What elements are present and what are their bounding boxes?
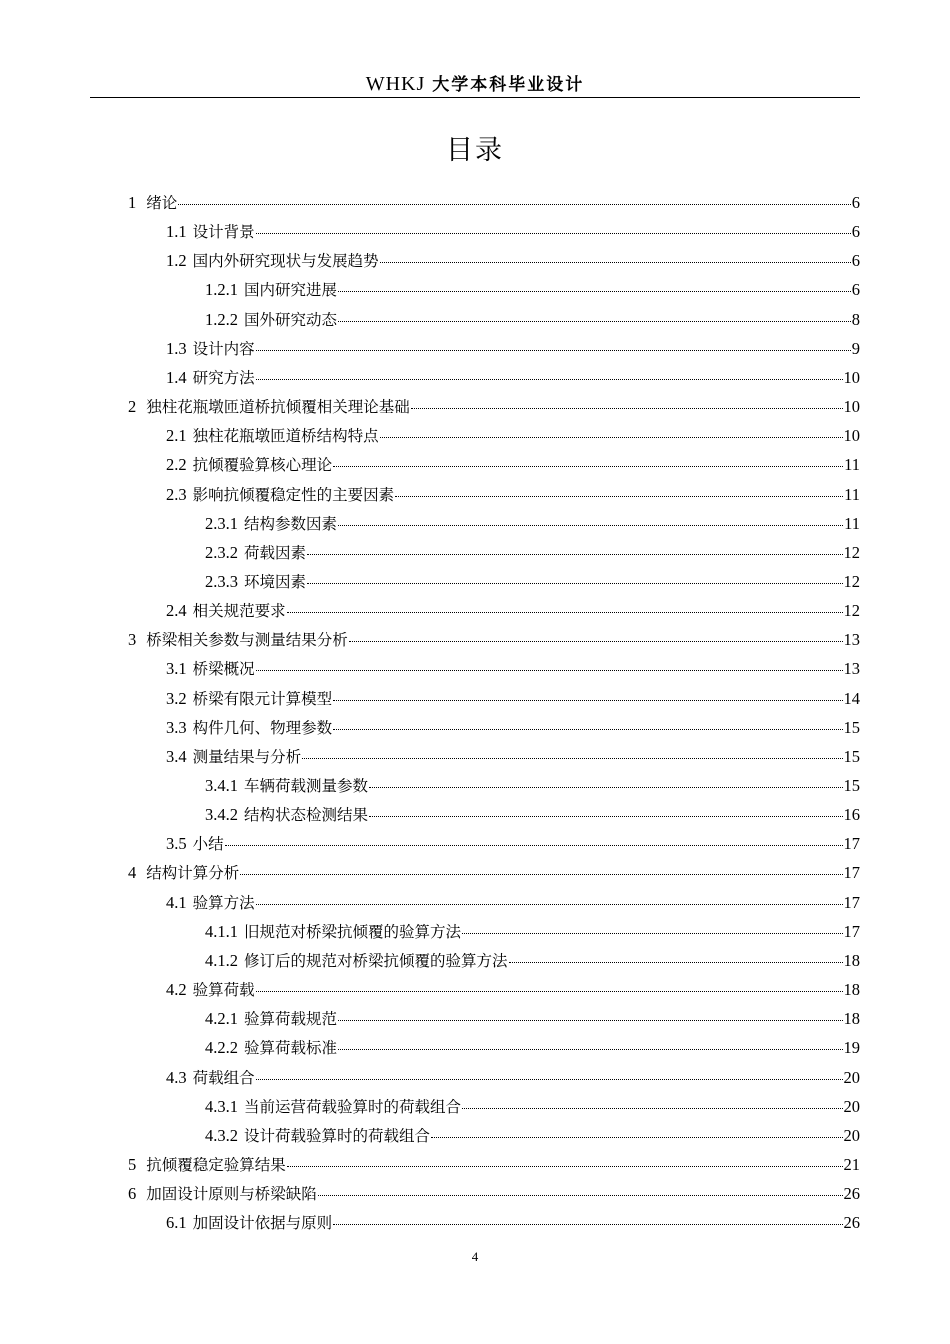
toc-entry[interactable] (166, 480, 860, 509)
toc-entry[interactable] (205, 800, 860, 829)
toc-entry-title: 国外研究动态 (244, 311, 338, 329)
toc-dot-leader (369, 787, 842, 788)
toc-dot-leader (256, 350, 851, 351)
toc-entry-page: 8 (851, 310, 860, 329)
toc-dot-leader (338, 1020, 842, 1021)
toc-entry-title: 结构状态检测结果 (244, 806, 369, 824)
toc-dot-leader (509, 962, 843, 963)
toc-entry[interactable] (128, 858, 860, 887)
toc-entry-page: 13 (843, 630, 860, 649)
toc-dot-leader (338, 1049, 842, 1050)
toc-entry-number: 1 (128, 193, 137, 212)
toc-dot-leader (333, 466, 843, 467)
toc-dot-leader (318, 1195, 843, 1196)
toc-dot-leader (307, 583, 842, 584)
toc-entry-page: 6 (851, 251, 860, 270)
toc-entry[interactable] (166, 713, 860, 742)
toc-entry-title: 抗倾覆稳定验算结果 (146, 1156, 286, 1174)
toc-entry-number: 3.4.2 (205, 805, 238, 824)
toc-entry-number: 1.2.1 (205, 280, 238, 299)
toc-entry-number: 4 (128, 863, 137, 882)
toc-entry-number: 1.2.2 (205, 310, 238, 329)
toc-entry-page: 17 (843, 922, 860, 941)
toc-entry-number: 3.5 (166, 834, 187, 853)
toc-entry-number: 5 (128, 1155, 137, 1174)
toc-entry-page: 20 (843, 1097, 860, 1116)
toc-entry[interactable] (205, 1092, 860, 1121)
toc-entry-page: 17 (843, 893, 860, 912)
toc-entry-number: 3.2 (166, 689, 187, 708)
toc-entry[interactable] (166, 450, 860, 479)
toc-entry[interactable] (205, 771, 860, 800)
toc-dot-leader (333, 729, 842, 730)
toc-dot-leader (462, 933, 842, 934)
toc-entry[interactable] (166, 421, 860, 450)
toc-entry-title: 独柱花瓶墩匝道桥结构特点 (192, 427, 379, 445)
toc-entry-page: 16 (843, 805, 860, 824)
toc-entry-number: 1.1 (166, 222, 187, 241)
toc-dot-leader (287, 1166, 843, 1167)
toc-entry-page: 12 (843, 572, 860, 591)
header-title: 大学本科毕业设计 (432, 75, 585, 95)
toc-dot-leader (302, 758, 842, 759)
toc-entry[interactable] (128, 1179, 860, 1208)
toc-title: 目录 (446, 135, 504, 166)
toc-entry-title: 设计内容 (192, 340, 255, 358)
toc-entry-number: 4.1.2 (205, 951, 238, 970)
toc-entry[interactable] (205, 946, 860, 975)
toc-entry-number: 1.3 (166, 339, 187, 358)
toc-dot-leader (333, 700, 842, 701)
toc-entry-title: 设计荷载验算时的荷载组合 (244, 1127, 431, 1145)
toc-entry[interactable] (166, 217, 860, 246)
toc-entry-number: 2.4 (166, 601, 187, 620)
toc-entry-page: 20 (843, 1068, 860, 1087)
toc-entry-title: 结构计算分析 (146, 864, 240, 882)
toc-entry-title: 当前运营荷载验算时的荷载组合 (244, 1098, 462, 1116)
toc-entry-number: 2.3.1 (205, 514, 238, 533)
toc-entry-page: 15 (843, 776, 860, 795)
toc-entry-title: 结构参数因素 (244, 515, 338, 533)
toc-entry-number: 2.3 (166, 485, 187, 504)
toc-entry-page: 11 (844, 514, 860, 533)
toc-entry-page: 15 (843, 718, 860, 737)
toc-entry[interactable] (166, 334, 860, 363)
toc-entry[interactable] (128, 625, 860, 654)
toc-entry-title: 验算荷载规范 (244, 1010, 338, 1028)
toc-entry-page: 26 (843, 1184, 860, 1203)
toc-entry-title: 测量结果与分析 (192, 748, 302, 766)
toc-entry[interactable] (205, 567, 860, 596)
toc-entry-title: 独柱花瓶墩匝道桥抗倾覆相关理论基础 (146, 398, 410, 416)
toc-entry-number: 2.2 (166, 455, 187, 474)
toc-entry-title: 验算荷载标准 (244, 1039, 338, 1057)
toc-entry[interactable] (205, 1033, 860, 1062)
toc-entry-number: 1.2 (166, 251, 187, 270)
toc-entry-title: 桥梁有限元计算模型 (192, 690, 333, 708)
toc-entry-title: 荷载组合 (192, 1069, 255, 1087)
toc-entry-number: 2.3.3 (205, 572, 238, 591)
toc-entry[interactable] (128, 188, 860, 217)
toc-entry-number: 6.1 (166, 1213, 187, 1232)
toc-entry-number: 3.1 (166, 659, 187, 678)
toc-entry-page: 6 (851, 222, 860, 241)
toc-entry-page: 11 (844, 455, 860, 474)
toc-entry[interactable] (166, 246, 860, 275)
toc-entry[interactable] (166, 1063, 860, 1092)
toc-dot-leader (333, 1224, 842, 1225)
toc-entry[interactable] (205, 538, 860, 567)
toc-dot-leader (338, 525, 843, 526)
header-rule (90, 97, 860, 98)
toc-entry-number: 4.2.1 (205, 1009, 238, 1028)
toc-entry-page: 17 (843, 834, 860, 853)
toc-entry-title: 修订后的规范对桥梁抗倾覆的验算方法 (244, 952, 508, 970)
toc-entry-title: 相关规范要求 (192, 602, 286, 620)
toc-entry[interactable] (166, 742, 860, 771)
toc-entry-title: 构件几何、物理参数 (192, 719, 333, 737)
toc-entry-title: 影响抗倾覆稳定性的主要因素 (192, 486, 395, 504)
toc-entry[interactable] (205, 1121, 860, 1150)
toc-entry-page: 26 (843, 1213, 860, 1232)
toc-entry[interactable] (166, 363, 860, 392)
toc-dot-leader (380, 262, 851, 263)
toc-entry-page: 12 (843, 543, 860, 562)
toc-entry-title: 抗倾覆验算核心理论 (192, 456, 333, 474)
toc-entry-number: 4.3.2 (205, 1126, 238, 1145)
toc-dot-leader (338, 291, 851, 292)
toc-dot-leader (256, 670, 843, 671)
toc-entry-page: 13 (843, 659, 860, 678)
toc-entry-title: 设计背景 (192, 223, 255, 241)
toc-entry-number: 2.3.2 (205, 543, 238, 562)
toc-entry-number: 3.4 (166, 747, 187, 766)
toc-entry-title: 车辆荷载测量参数 (244, 777, 369, 795)
toc-entry[interactable] (166, 654, 860, 683)
toc-entry-number: 1.4 (166, 368, 187, 387)
toc-entry-page: 21 (843, 1155, 860, 1174)
toc-dot-leader (380, 437, 843, 438)
toc-entry[interactable] (166, 596, 860, 625)
toc-entry-page: 14 (843, 689, 860, 708)
toc-dot-leader (369, 816, 842, 817)
toc-dot-leader (307, 554, 842, 555)
toc-dot-leader (256, 233, 851, 234)
toc-dot-leader (256, 379, 843, 380)
toc-entry-page: 15 (843, 747, 860, 766)
toc-entry-number: 4.3.1 (205, 1097, 238, 1116)
toc-entry-page: 10 (843, 426, 860, 445)
toc-entry-title: 国内外研究现状与发展趋势 (192, 252, 379, 270)
toc-dot-leader (411, 408, 843, 409)
toc-entry[interactable] (205, 275, 860, 304)
toc-entry-number: 6 (128, 1184, 137, 1203)
toc-entry-page: 19 (843, 1038, 860, 1057)
toc-entry-title: 小结 (192, 835, 224, 853)
toc-entry-number: 4.1.1 (205, 922, 238, 941)
toc-entry-page: 18 (843, 951, 860, 970)
toc-dot-leader (225, 845, 843, 846)
toc-entry-title: 荷载因素 (244, 544, 307, 562)
toc-entry-number: 3.4.1 (205, 776, 238, 795)
toc-entry[interactable] (205, 1004, 860, 1033)
toc-dot-leader (287, 612, 843, 613)
toc-entry-title: 国内研究进展 (244, 281, 338, 299)
toc-entry-page: 18 (843, 1009, 860, 1028)
toc-entry[interactable] (128, 1150, 860, 1179)
toc-entry-number: 2.1 (166, 426, 187, 445)
toc-entry-number: 4.2.2 (205, 1038, 238, 1057)
running-header (90, 70, 860, 98)
toc-dot-leader (256, 991, 843, 992)
toc-entry[interactable] (166, 975, 860, 1004)
toc-entry-title: 旧规范对桥梁抗倾覆的验算方法 (244, 923, 462, 941)
toc-dot-leader (462, 1108, 842, 1109)
toc-dot-leader (256, 904, 843, 905)
toc-entry-number: 4.3 (166, 1068, 187, 1087)
toc-entry-number: 2 (128, 397, 137, 416)
toc-entry[interactable] (166, 888, 860, 917)
toc-entry-page: 18 (843, 980, 860, 999)
toc-dot-leader (256, 1079, 843, 1080)
header-latin: WHKJ (365, 73, 426, 95)
toc-dot-leader (349, 641, 843, 642)
toc-entry-title: 加固设计原则与桥梁缺陷 (146, 1185, 317, 1203)
toc-dot-leader (431, 1137, 842, 1138)
toc-dot-leader (240, 874, 842, 875)
toc-entry-page: 9 (851, 339, 860, 358)
toc-entry-page: 6 (851, 280, 860, 299)
toc-dot-leader (338, 321, 851, 322)
toc-entry-number: 3.3 (166, 718, 187, 737)
toc-entry-title: 验算方法 (192, 894, 255, 912)
toc-entry-page: 10 (843, 368, 860, 387)
page-number: 4 (471, 1249, 479, 1264)
toc-entry-page: 6 (851, 193, 860, 212)
toc-entry-number: 3 (128, 630, 137, 649)
toc-entry[interactable] (205, 509, 860, 538)
toc-entry[interactable] (205, 305, 860, 334)
toc-dot-leader (395, 496, 843, 497)
toc-entry[interactable] (166, 829, 860, 858)
toc-entry-number: 4.2 (166, 980, 187, 999)
toc-entry-title: 绪论 (146, 194, 178, 212)
toc-entry[interactable] (166, 684, 860, 713)
toc-entry-title: 桥梁相关参数与测量结果分析 (146, 631, 348, 649)
toc-entry-page: 17 (843, 863, 860, 882)
toc-dot-leader (178, 204, 850, 205)
toc-entry-number: 4.1 (166, 893, 187, 912)
toc-entry-page: 11 (844, 485, 860, 504)
toc-entry-page: 12 (843, 601, 860, 620)
toc-entry-title: 桥梁概况 (192, 660, 255, 678)
toc-entry-title: 验算荷载 (192, 981, 255, 999)
toc-entry-title: 研究方法 (192, 369, 255, 387)
toc-entry[interactable] (166, 1208, 860, 1237)
toc-entry[interactable] (205, 917, 860, 946)
toc-entry-title: 加固设计依据与原则 (192, 1214, 333, 1232)
toc-entry-page: 20 (843, 1126, 860, 1145)
toc-entry[interactable] (128, 392, 860, 421)
toc-entry-page: 10 (843, 397, 860, 416)
toc-entry-title: 环境因素 (244, 573, 307, 591)
